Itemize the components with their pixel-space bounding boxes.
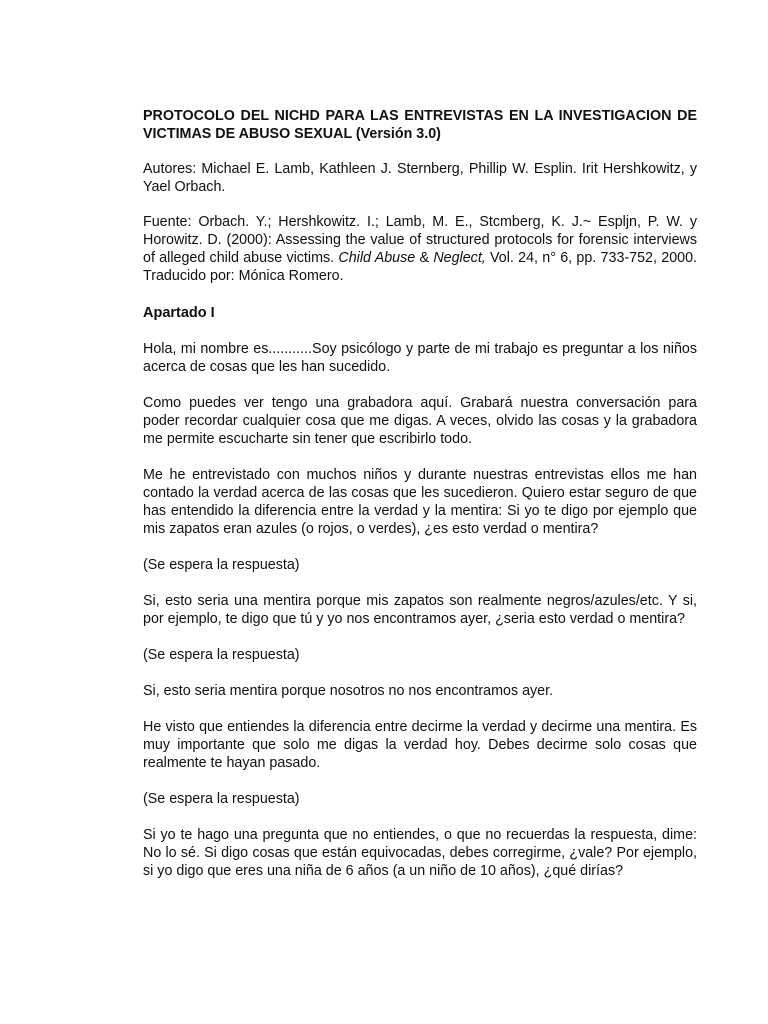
journal-name-part1: Child Abuse [338, 250, 416, 266]
journal-ampersand: & [415, 250, 434, 266]
paragraph: (Se espera la respuesta) [143, 557, 300, 573]
paragraph: Me he entrevistado con muchos niños y durante nuestras entrevistas ellos me han contado la verdad acerca de las cosas que les sucedieron. Quiero estar seguro de que has entendido la diferencia entre la verdad y la mentira: Si yo te digo por ejemplo que mis zapatos eran azules (o rojos, o verdes), ¿es esto verdad o mentira? [143, 467, 697, 537]
authors-line: Autores: Michael E. Lamb, Kathleen J. Sternberg, Phillip W. Esplin. Irit Hershkowitz, y Yael Orbach. [143, 161, 697, 195]
section-title: Apartado I [143, 305, 215, 321]
paragraph: (Se espera la respuesta) [143, 791, 300, 807]
paragraph: Si yo te hago una pregunta que no entiendes, o que no recuerdas la respuesta, dime: No lo sé. Si digo cosas que están equivocadas, debes corregirme, ¿vale? Por ejemplo, si yo digo que eres una niña de 6 años (a un niño de 10 años), ¿qué dirías? [143, 827, 697, 879]
paragraph: Como puedes ver tengo una grabadora aquí. Grabará nuestra conversación para poder recordar cualquier cosa que me digas. A veces, olvido las cosas y la grabadora me permite escucharte sin tener que escribirlo todo. [143, 395, 697, 447]
paragraph: Hola, mi nombre es...........Soy psicólogo y parte de mi trabajo es preguntar a los niños acerca de cosas que les han sucedido. [143, 341, 697, 375]
paragraph: Si, esto seria una mentira porque mis zapatos son realmente negros/azules/etc. Y si, por ejemplo, te digo que tú y yo nos encontramos ayer, ¿seria esto verdad o mentira? [143, 593, 697, 627]
document-page [143, 107, 697, 880]
paragraph: (Se espera la respuesta) [143, 647, 300, 663]
paragraph: Si, esto seria mentira porque nosotros no nos encontramos ayer. [143, 683, 554, 699]
source-prefix: Fuente: Orbach. Y.; Hershkowitz. I.; Lamb, M. E., Stcmberg, K. J.~ Espljn, P. W. y Horowitz. D. (2000): Assessing the value of structured protocols for forensic interviews of alleged child abuse victims. [143, 214, 697, 266]
source-citation [143, 213, 697, 285]
source-suffix: Vol. 24, n° 6, pp. 733-752, 2000. Traducido por: Mónica Romero. [143, 250, 698, 284]
paragraph: He visto que entiendes la diferencia entre decirme la verdad y decirme una mentira. Es muy importante que solo me digas la verdad hoy. Debes decirme solo cosas que realmente te hayan pasado. [143, 719, 697, 771]
document-title: PROTOCOLO DEL NICHD PARA LAS ENTREVISTAS EN LA INVESTIGACION DE VICTIMAS DE ABUSO SEXUAL (Versión 3.0) [143, 108, 697, 142]
journal-name-part2: Neglect, [433, 250, 486, 266]
